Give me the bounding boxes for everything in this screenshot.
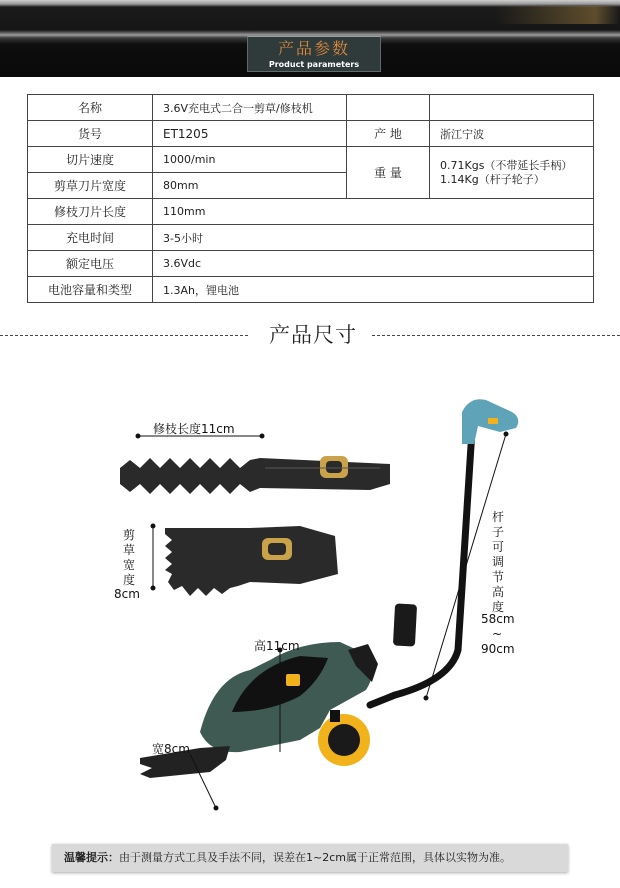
empty-cell <box>430 95 594 121</box>
section-badge <box>247 36 381 72</box>
trim-length-value: 110mm <box>153 199 594 225</box>
speed-value: 1000/min <box>153 147 347 173</box>
charge-time-label: 充电时间 <box>28 225 153 251</box>
grass-width-value: 8cm <box>114 587 140 601</box>
dimension-dot <box>151 586 156 591</box>
trim-length-label: 修枝刀片长度 <box>28 199 153 225</box>
pole-min-value: 58cm <box>481 612 515 626</box>
voltage-label: 额定电压 <box>28 251 153 277</box>
weight-value <box>430 147 594 199</box>
speed-label: 切片速度 <box>28 147 153 173</box>
size-section-title: 产品尺寸 <box>269 323 357 347</box>
weight-label: 重 量 <box>347 147 430 199</box>
section-subtitle: Product parameters <box>268 60 360 69</box>
dimension-dot <box>136 434 141 439</box>
dimension-dot <box>260 434 265 439</box>
table-row <box>28 225 594 251</box>
weight-line-2: 1.14Kg（杆子轮子） <box>440 172 545 186</box>
tip-label: 温馨提示： <box>64 851 119 864</box>
item-no-value: ET1205 <box>153 121 347 147</box>
charge-time-value: 3-5小时 <box>153 225 594 251</box>
pole-range-sep: ~ <box>492 627 503 641</box>
header-decoration <box>0 6 620 24</box>
product-diagram <box>0 360 620 830</box>
dimension-dot <box>151 524 156 529</box>
trimming-blade-image <box>120 456 390 494</box>
grass-width-label: 剪草刀片宽度 <box>28 173 153 199</box>
origin-label: 产 地 <box>347 121 430 147</box>
grass-width-value: 80mm <box>153 173 347 199</box>
name-label: 名称 <box>28 95 153 121</box>
tip-text: 由于测量方式工具及手法不同，误差在1~2cm属于正常范围，具体以实物为准。 <box>119 851 511 864</box>
header-banner <box>0 0 620 77</box>
pole-max-value: 90cm <box>481 642 515 656</box>
table-row <box>28 251 594 277</box>
weight-line-1: 0.71Kgs（不带延长手柄） <box>440 158 573 172</box>
grass-width-text: 剪草宽度 <box>122 528 135 587</box>
params-table <box>27 94 594 303</box>
shear-body-image <box>140 642 378 778</box>
height-text: 高11cm <box>254 639 300 653</box>
table-row <box>28 277 594 303</box>
voltage-value: 3.6Vdc <box>153 251 594 277</box>
pole-height-text: 杆子可调节高度 <box>491 510 504 614</box>
divider-right <box>372 335 620 336</box>
item-no-label: 货号 <box>28 121 153 147</box>
battery-value: 1.3Ah，锂电池 <box>153 277 594 303</box>
divider-left <box>0 335 248 336</box>
dimension-dot <box>504 432 509 437</box>
empty-cell <box>347 95 430 121</box>
trim-length-text: 修枝长度11cm <box>153 422 235 436</box>
tip-note <box>52 844 568 872</box>
dimension-dot <box>424 696 429 701</box>
grass-blade-image <box>165 526 338 596</box>
origin-value: 浙江宁波 <box>430 121 594 147</box>
dimension-dot <box>214 806 219 811</box>
section-title: 产品参数 <box>277 39 350 58</box>
width-text: 宽8cm <box>152 742 190 756</box>
table-row <box>28 95 594 121</box>
table-row <box>28 121 594 147</box>
battery-label: 电池容量和类型 <box>28 277 153 303</box>
table-row <box>28 199 594 225</box>
name-value: 3.6V充电式二合一剪草/修枝机 <box>153 95 347 121</box>
table-row <box>28 147 594 173</box>
